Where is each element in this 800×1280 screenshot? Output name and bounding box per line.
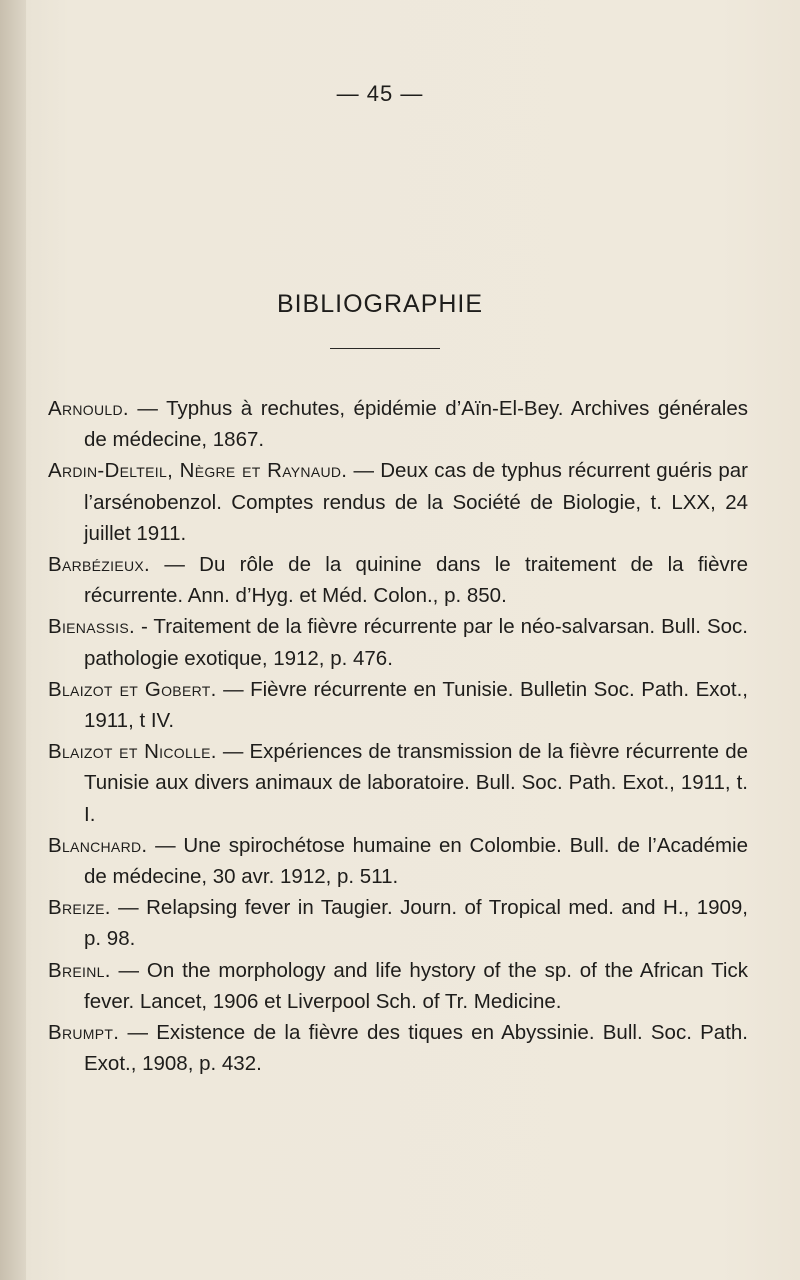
bibliography-entry <box>48 1017 748 1079</box>
entry-text: — Relapsing fever in Taugier. Journ. of Tropical med. and H., 1909, p. 98. <box>84 896 748 951</box>
bibliography-entry <box>48 830 748 892</box>
entry-author: Ardin-Delteil, Nègre et Raynaud. <box>48 459 348 483</box>
entry-author: Brumpt. <box>48 1021 120 1045</box>
entry-text: — Du rôle de la quinine dans le traitement de la fièvre récurrente. Ann. d’Hyg. et Méd. Colon., p. 850. <box>84 553 748 608</box>
entry-text: — Expériences de transmission de la fièvre récurrente de Tunisie aux divers animaux de laboratoire. Bull. Soc. Path. Exot., 1911, t. I. <box>84 740 748 826</box>
entry-author: Breinl. <box>48 958 111 982</box>
entry-text: — Deux cas de typhus récurrent guéris par l’arsénobenzol. Comptes rendus de la Société de Biologie, t. LXX, 24 juillet 1911. <box>84 459 748 545</box>
entry-text: — Une spirochétose humaine en Colombie. Bull. de l’Académie de médecine, 30 avr. 1912, p. 511. <box>84 833 748 889</box>
title-divider <box>330 348 440 349</box>
page-number: — 45 — <box>336 81 424 106</box>
entry-text: — Existence de la fièvre des tiques en Abyssinie. Bull. Soc. Path. Exot., 1908, p. 432. <box>84 1021 748 1076</box>
entry-author: Blaizot et Gobert. <box>48 677 217 701</box>
bibliography-list <box>48 393 748 1079</box>
entry-author: Arnould. <box>48 397 129 420</box>
bibliography-entry <box>48 955 748 1017</box>
bibliography-entry <box>48 549 748 611</box>
bibliography-entry <box>48 455 748 549</box>
entry-author: Breize. <box>48 896 111 920</box>
entry-text: — Typhus à rechutes, épidémie d’Aïn-El-Bey. Archives générales de médecine, 1867. <box>84 397 748 452</box>
bibliography-entry <box>48 674 748 736</box>
bibliography-entry <box>48 892 748 954</box>
entry-author: Bienassis. <box>48 615 135 639</box>
entry-author: Barbézieux. <box>48 553 151 577</box>
entry-text: — On the morphology and life hystory of the sp. of the African Tick fever. Lancet, 1906 et Liverpool Sch. of Tr. Medicine. <box>84 958 748 1013</box>
entry-author: Blaizot et Nicolle. <box>48 740 217 764</box>
bibliography-entry <box>48 393 748 455</box>
entry-text: - Traitement de la fièvre récurrente par le néo-salvarsan. Bull. Soc. pathologie exotique, 1912, p. 476. <box>84 615 748 670</box>
bibliography-entry <box>48 736 748 830</box>
entry-text: — Fièvre récurrente en Tunisie. Bulletin Soc. Path. Exot., 1911, t IV. <box>84 677 748 733</box>
page-spine-shadow <box>0 0 26 1280</box>
bibliography-entry <box>48 611 748 673</box>
page-title: BIBLIOGRAPHIE <box>276 290 484 318</box>
entry-author: Blanchard. <box>48 833 148 857</box>
